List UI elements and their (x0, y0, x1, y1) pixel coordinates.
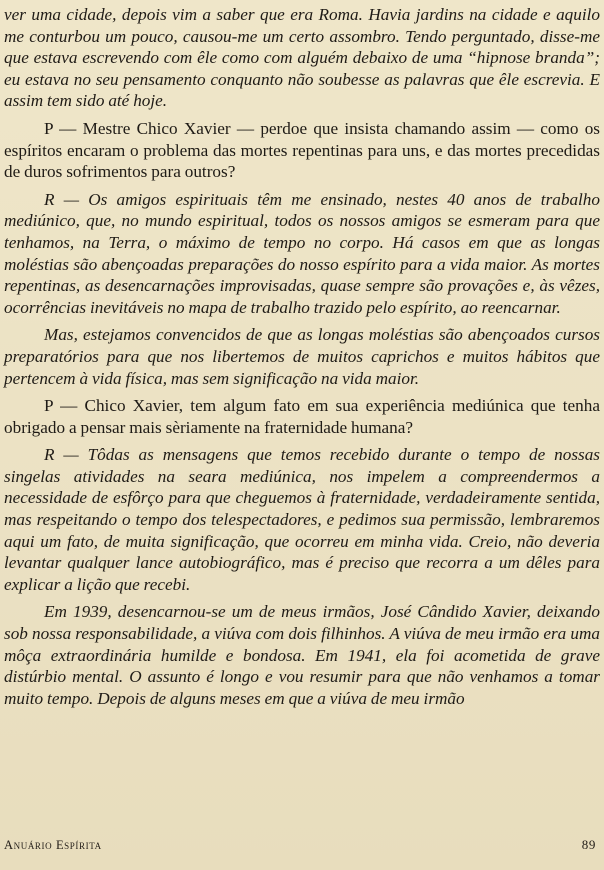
paragraph-question-1: P — Mestre Chico Xavier — perdoe que insista chamando assim — como os espíritos encaram o problema das mortes repentinas para uns, e das mortes precedidas de duros sofrimentos para outros? (4, 118, 600, 182)
paragraph-answer-2: R — Tôdas as mensagens que temos recebido durante o tempo de nossas singelas atividades na seara mediúnica, nos impelem a compreendermos a necessidade de esfôrço para que cheguemos à fraternidade, verdadeiramente sentida, mas respeitando o tempo dos telespectadores, e pedimos sua permissão, lembraremos aqui um fato, de muita significação, que ocorreu em minha vida. Creio, não deveria levantar qualquer lance autobiográfico, mas é preciso que recorra a um dêles para explicar a lição que recebi. (4, 445, 600, 594)
page-footer (4, 837, 596, 853)
paragraph-answer-2-continued: Em 1939, desencarnou-se um de meus irmãos, José Cândido Xavier, deixando sob nossa responsabilidade, a viúva com dois filhinhos. A viúva de meu irmão era uma môça extraordinária humilde e bondosa. Em 1941, ela foi acometida de grave distúrbio mental. O assunto é longo e vou resumir para que não venhamos a tomar muito tempo. Depois de alguns meses em que a viúva de meu irmão (4, 602, 600, 708)
running-head: Anuário Espírita (4, 838, 102, 852)
page-body-text (4, 4, 600, 715)
page-number: 89 (581, 837, 596, 852)
paragraph-answer-1: R — Os amigos espirituais têm me ensinado, nestes 40 anos de trabalho mediúnico, que, no mundo espiritual, todos os nossos amigos se esmeram para que tenhamos, na Terra, o máximo de tempo no corpo. Há casos em que as longas moléstias são abençoadas preparações do nosso espírito para a vida maior. As mortes repentinas, as desencarnações improvisadas, quase sempre são provações e, às vêzes, ocorrências inevitáveis no mapa de trabalho trazido pelo espírito, ao reencarnar. (4, 189, 600, 317)
paragraph-question-2: P — Chico Xavier, tem algum fato em sua experiência mediúnica que tenha obrigado a pensar mais sèriamente na fraternidade humana? (4, 396, 600, 437)
paragraph-answer-1-continued: Mas, estejamos convencidos de que as longas moléstias são abençoados cursos preparatórios para que nos libertemos de muitos caprichos e muitos hábitos que pertencem à vida física, mas sem significação na vida maior. (4, 325, 600, 388)
paragraph-continuation: ver uma cidade, depois vim a saber que era Roma. Havia jardins na cidade e aquilo me conturbou um pouco, causou-me um certo assombro. Tendo perguntado, disse-me que estava escrevendo com êle como com alguém debaixo de uma “hipnose branda”; eu estava no seu pensamento conquanto não soubesse as palavras que êle escrevia. E assim tem sido até hoje. (4, 5, 600, 111)
